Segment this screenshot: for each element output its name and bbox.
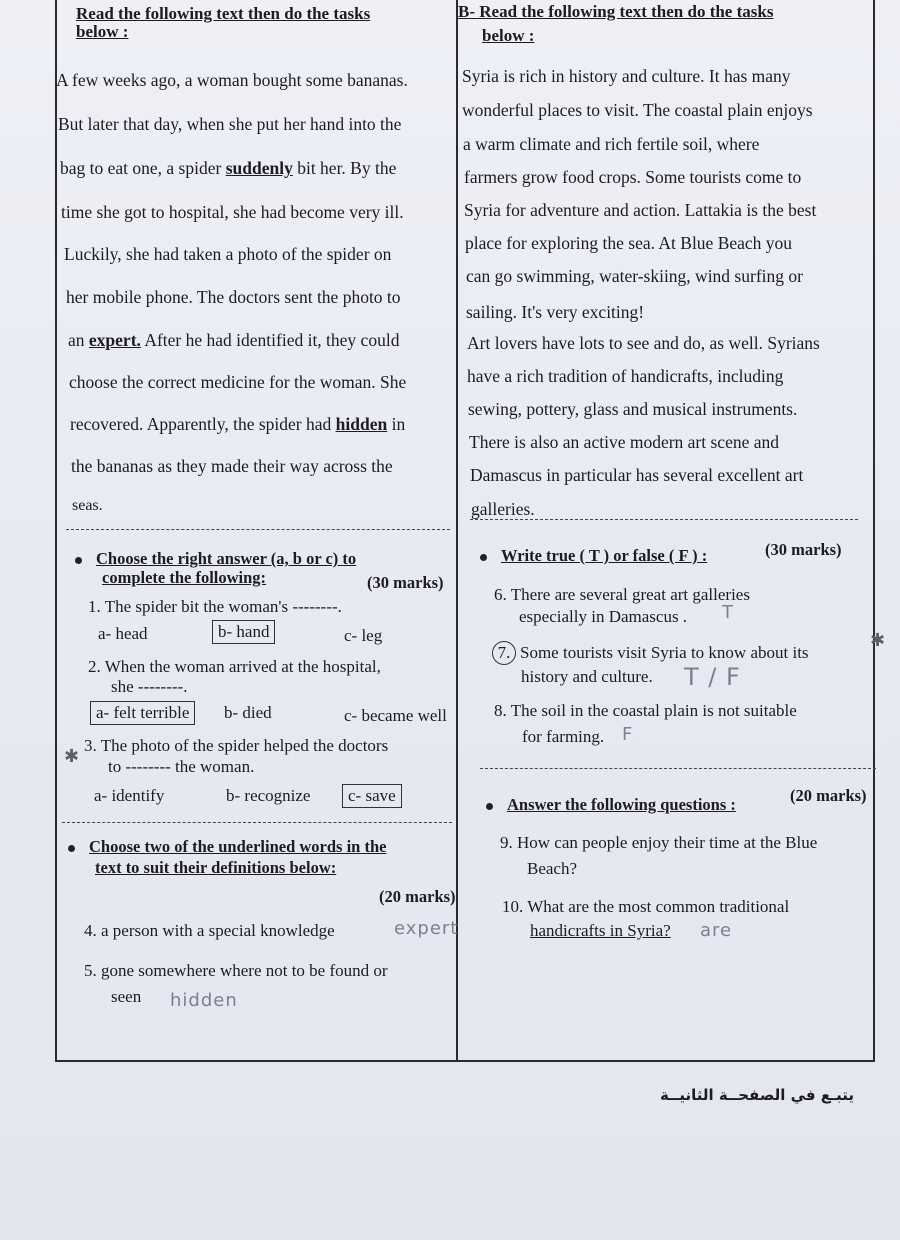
right-section-title: B- Read the following text then do the tasks xyxy=(458,2,774,21)
question-8-line2: for farming. xyxy=(522,727,605,746)
option-c: c- became well xyxy=(344,706,447,725)
passage-line: time she got to hospital, she had become very ill. xyxy=(61,202,404,222)
passage-line: sewing, pottery, glass and musical instruments. xyxy=(468,399,798,419)
option-c-boxed: c- save xyxy=(342,784,402,808)
passage-line: a warm climate and rich fertile soil, where xyxy=(463,134,760,154)
passage-line: can go swimming, water-skiing, wind surfing or xyxy=(466,266,803,286)
column-divider xyxy=(456,0,458,1062)
question-3-line2: to -------- the woman. xyxy=(108,757,255,776)
passage-line: choose the correct medicine for the woman. She xyxy=(69,372,407,392)
passage-line: the bananas as they made their way across the xyxy=(71,456,393,476)
task-marks: (20 marks) xyxy=(790,786,867,805)
passage-line: place for exploring the sea. At Blue Beach you xyxy=(465,233,793,253)
question-1: 1. The spider bit the woman's --------. xyxy=(88,597,342,616)
passage-line: Syria for adventure and action. Lattakia is the best xyxy=(464,200,817,220)
star-mark-icon: ✱ xyxy=(870,630,887,651)
passage-line: farmers grow food crops. Some tourists come to xyxy=(464,167,802,187)
question-9-line2: Beach? xyxy=(527,859,578,878)
handwritten-answer: F xyxy=(622,724,634,745)
question-9: 9. How can people enjoy their time at the Blue xyxy=(500,833,818,852)
question-4: 4. a person with a special knowledge xyxy=(84,921,335,940)
underlined-word-hidden: hidden xyxy=(335,414,388,434)
bullet-icon xyxy=(486,803,493,810)
handwritten-answer: hidden xyxy=(170,990,238,1011)
question-10: 10. What are the most common traditional xyxy=(502,897,790,916)
bullet-icon xyxy=(480,554,487,561)
passage-line: wonderful places to visit. The coastal plain enjoys xyxy=(462,100,813,120)
passage-line: have a rich tradition of handicrafts, including xyxy=(467,366,784,386)
passage-line: bag to eat one, a spider suddenly bit her. By the xyxy=(60,158,397,178)
question-5-line2: seen xyxy=(111,987,142,1006)
passage-line: an expert. After he had identified it, they could xyxy=(68,330,400,350)
handwritten-answer: T / F xyxy=(684,663,741,691)
option-a-boxed: a- felt terrible xyxy=(90,701,195,725)
question-7-line2: history and culture. xyxy=(521,667,653,686)
question-8: 8. The soil in the coastal plain is not suitable xyxy=(494,701,797,720)
task-heading: Choose the right answer (a, b or c) to xyxy=(75,549,356,569)
left-section-title-line2: below : xyxy=(76,22,129,41)
question-6-line2: especially in Damascus . xyxy=(519,607,688,626)
question-2: 2. When the woman arrived at the hospital, xyxy=(88,657,381,676)
handwritten-answer: T xyxy=(722,602,734,623)
passage-line: her mobile phone. The doctors sent the photo to xyxy=(66,287,401,307)
right-section-title-line2: below : xyxy=(482,26,535,45)
circled-number: 7. xyxy=(492,641,516,665)
star-mark-icon: ✱ xyxy=(64,746,81,767)
underlined-word-suddenly: suddenly xyxy=(225,158,293,178)
passage-line: galleries. xyxy=(471,499,535,519)
option-b: b- recognize xyxy=(226,786,311,805)
option-a: a- head xyxy=(98,624,148,643)
task-heading: Answer the following questions : xyxy=(486,795,736,815)
left-section-title: Read the following text then do the tasks xyxy=(76,4,371,23)
question-3: 3. The photo of the spider helped the doctors xyxy=(84,736,389,755)
passage-line: A few weeks ago, a woman bought some bananas. xyxy=(56,70,408,90)
dashed-separator xyxy=(62,822,452,823)
option-b: b- died xyxy=(224,703,272,722)
passage-line: sailing. It's very exciting! xyxy=(466,302,645,322)
passage-line: Luckily, she had taken a photo of the spider on xyxy=(64,244,392,264)
option-b-boxed: b- hand xyxy=(212,620,275,644)
question-7: 7. Some tourists visit Syria to know about its xyxy=(492,641,809,665)
handwritten-answer: are xyxy=(700,920,733,941)
question-5: 5. gone somewhere where not to be found or xyxy=(84,961,388,980)
bullet-icon xyxy=(68,845,75,852)
task-heading-line2: complete the following: xyxy=(102,568,267,587)
passage-line: recovered. Apparently, the spider had hidden in xyxy=(70,414,406,434)
passage-line: seas. xyxy=(72,497,103,514)
passage-line: But later that day, when she put her hand into the xyxy=(58,114,402,134)
passage-line: Art lovers have lots to see and do, as well. Syrians xyxy=(467,333,820,353)
handwritten-answer: expert xyxy=(394,918,459,939)
question-6: 6. There are several great art galleries xyxy=(494,585,750,604)
bullet-icon xyxy=(75,557,82,564)
dashed-separator xyxy=(470,519,858,520)
question-10-line2: handicrafts in Syria? xyxy=(530,921,671,940)
option-c: c- leg xyxy=(344,626,383,645)
question-2-line2: she --------. xyxy=(111,677,188,696)
task-marks: (30 marks) xyxy=(367,573,444,592)
underlined-word-expert: expert. xyxy=(88,330,141,350)
dashed-separator xyxy=(66,529,450,530)
task-heading: Choose two of the underlined words in the xyxy=(68,837,386,857)
task-heading: Write true ( T ) or false ( F ) : xyxy=(480,546,707,566)
passage-line: There is also an active modern art scene and xyxy=(469,432,780,452)
passage-line: Syria is rich in history and culture. It has many xyxy=(462,66,791,86)
option-a: a- identify xyxy=(94,786,165,805)
passage-line: Damascus in particular has several excellent art xyxy=(470,465,804,485)
task-marks: (20 marks) xyxy=(379,887,456,906)
dashed-separator xyxy=(480,768,876,769)
task-marks: (30 marks) xyxy=(765,540,842,559)
continued-next-page-note: يتبـع في الصفحــة الثانيــة xyxy=(660,1086,855,1104)
task-heading-line2: text to suit their definitions below: xyxy=(95,858,337,877)
